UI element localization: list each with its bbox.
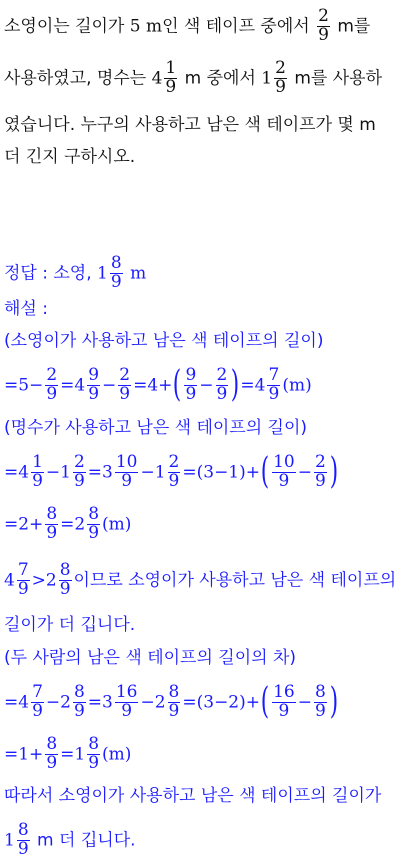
- fraction: [31, 684, 44, 721]
- denominator: 9: [119, 383, 131, 404]
- problem-length: 5 m: [129, 16, 163, 37]
- denominator: 9: [121, 470, 133, 491]
- fraction: [118, 367, 131, 404]
- numerator: 8: [59, 560, 71, 580]
- fraction: [115, 684, 139, 721]
- denominator: 9: [278, 470, 290, 491]
- numerator: 16: [115, 682, 138, 702]
- denominator: 9: [314, 470, 326, 491]
- problem-text: m를: [331, 16, 371, 37]
- denominator: 9: [314, 700, 326, 721]
- equation-2: [4, 451, 339, 493]
- denominator: 9: [73, 470, 85, 491]
- eq-text: −: [199, 375, 214, 396]
- numerator: 8: [88, 734, 100, 754]
- eq-text: −1: [140, 462, 166, 483]
- denominator: 9: [46, 522, 58, 543]
- eq-text: =2+: [4, 514, 44, 535]
- fraction: [216, 367, 229, 404]
- numerator: 2: [275, 58, 286, 78]
- numerator: 8: [17, 820, 29, 840]
- numerator: 2: [119, 365, 131, 385]
- numerator: 9: [185, 365, 197, 385]
- numerator: 8: [168, 682, 180, 702]
- eq-text: =5−: [4, 375, 44, 396]
- eq-text: =4+: [133, 375, 173, 396]
- problem-line-3: 였습니다. 누구의 사용하고 남은 색 테이프가 몇 m: [4, 115, 376, 135]
- denominator: 9: [88, 752, 100, 773]
- final-line-2: [4, 822, 136, 859]
- eq-text: =1+: [4, 744, 44, 765]
- eq-text: −2: [140, 692, 166, 713]
- fraction: [87, 367, 100, 404]
- denominator: 9: [185, 383, 197, 404]
- eq-text: =(3−1)+: [182, 462, 261, 483]
- numerator: 10: [115, 452, 138, 472]
- numerator: 7: [17, 560, 29, 580]
- fraction: [164, 60, 177, 97]
- denominator: 9: [59, 578, 71, 599]
- equation-5: [4, 736, 131, 773]
- equation-1: [4, 364, 312, 406]
- fraction: [267, 367, 280, 404]
- eq-text: =2: [60, 514, 86, 535]
- fraction: [45, 367, 58, 404]
- solution-step-3: (두 사람의 남은 색 테이프의 길이의 차): [4, 648, 297, 668]
- comparison-line: [4, 562, 396, 599]
- eq-text: =(3−2)+: [182, 692, 261, 713]
- fraction: [314, 454, 327, 491]
- eq-text: (m): [102, 514, 132, 535]
- answer-label: 정답 : 소영,: [4, 263, 98, 284]
- answer-line: [4, 255, 146, 292]
- fraction: [73, 454, 86, 491]
- fraction: [274, 60, 287, 97]
- fraction: [272, 454, 296, 491]
- denominator: 9: [110, 271, 122, 292]
- problem-text: m 중에서: [179, 68, 262, 89]
- fraction: [73, 684, 86, 721]
- problem-text: 사용하였고, 명수는: [4, 68, 152, 89]
- numerator: 8: [110, 253, 122, 273]
- numerator: 8: [88, 504, 100, 524]
- denominator: 9: [32, 700, 43, 721]
- eq-text: (m): [102, 744, 132, 765]
- left-paren: (: [173, 364, 182, 406]
- eq-text: −2: [45, 692, 71, 713]
- eq-text: (m): [282, 375, 312, 396]
- problem-text: 인 색 테이프 중에서: [162, 16, 316, 37]
- comparison-text: 이므로 소영이가 사용하고 남은 색 테이프의: [73, 570, 397, 591]
- denominator: 9: [46, 383, 58, 404]
- numerator: 1: [32, 452, 43, 472]
- denominator: 9: [278, 700, 290, 721]
- solution-step-2: (명수가 사용하고 남은 색 테이프의 길이): [4, 418, 308, 438]
- final-text: m 더 깁니다.: [31, 830, 136, 851]
- denominator: 9: [17, 578, 29, 599]
- whole-number: 1: [97, 263, 108, 284]
- numerator: 1: [165, 58, 177, 78]
- denominator: 9: [168, 700, 180, 721]
- denominator: 9: [318, 24, 329, 45]
- solution-step-1: (소영이가 사용하고 남은 색 테이프의 길이): [4, 331, 324, 351]
- eq-text: =4: [4, 692, 30, 713]
- eq-text: −1: [45, 462, 71, 483]
- denominator: 9: [165, 76, 177, 97]
- whole-number: 1: [4, 830, 15, 851]
- numerator: 2: [46, 365, 58, 385]
- fraction: [168, 454, 181, 491]
- eq-text: =4: [240, 375, 266, 396]
- equation-4: [4, 681, 339, 723]
- fraction: [317, 8, 330, 45]
- fraction: [59, 562, 72, 599]
- numerator: 8: [73, 682, 85, 702]
- whole-number: 4: [4, 570, 15, 591]
- denominator: 9: [88, 522, 100, 543]
- problem-line-4: 더 긴지 구하시오.: [4, 147, 136, 167]
- eq-text: =3: [87, 692, 113, 713]
- eq-text: −: [297, 462, 312, 483]
- eq-text: −: [297, 692, 312, 713]
- right-paren: ): [329, 451, 339, 493]
- problem-line-2: [4, 60, 382, 97]
- numerator: 8: [314, 682, 326, 702]
- equation-3: [4, 506, 131, 543]
- eq-text: =4: [60, 375, 86, 396]
- numerator: 2: [318, 6, 329, 26]
- fraction: [184, 367, 197, 404]
- numerator: 7: [32, 682, 43, 702]
- right-paren: ): [231, 364, 240, 406]
- denominator: 9: [88, 383, 100, 404]
- final-line-1: 따라서 소영이가 사용하고 남은 색 테이프의 길이가: [4, 786, 382, 806]
- eq-text: =1: [60, 744, 86, 765]
- denominator: 9: [46, 752, 58, 773]
- numerator: 16: [273, 682, 295, 702]
- problem-line-1: [4, 8, 370, 45]
- fraction: [17, 822, 30, 859]
- left-paren: (: [260, 451, 270, 493]
- fraction: [110, 255, 123, 292]
- denominator: 9: [275, 76, 286, 97]
- numerator: 9: [88, 365, 100, 385]
- whole-number: 4: [151, 68, 163, 89]
- solution-label: 해설 :: [4, 299, 48, 319]
- fraction: [168, 684, 181, 721]
- fraction: [272, 684, 296, 721]
- fraction: [31, 454, 44, 491]
- denominator: 9: [121, 700, 133, 721]
- eq-text: =3: [87, 462, 113, 483]
- denominator: 9: [73, 700, 85, 721]
- eq-text: −: [102, 375, 117, 396]
- numerator: 2: [168, 452, 180, 472]
- right-paren: ): [329, 681, 339, 723]
- numerator: 10: [273, 452, 295, 472]
- numerator: 8: [46, 734, 58, 754]
- denominator: 9: [17, 838, 29, 859]
- eq-text: >2: [31, 570, 57, 591]
- eq-text: =4: [4, 462, 30, 483]
- problem-text: 소영이는 길이가: [4, 16, 130, 37]
- denominator: 9: [268, 383, 280, 404]
- numerator: 2: [73, 452, 85, 472]
- fraction: [17, 562, 30, 599]
- comparison-line-2: 길이가 더 깁니다.: [4, 615, 136, 635]
- fraction: [87, 506, 100, 543]
- numerator: 2: [216, 365, 228, 385]
- fraction: [87, 736, 100, 773]
- denominator: 9: [168, 470, 180, 491]
- numerator: 7: [268, 365, 280, 385]
- numerator: 8: [46, 504, 58, 524]
- fraction: [115, 454, 139, 491]
- fraction: [45, 736, 58, 773]
- left-paren: (: [260, 681, 270, 723]
- denominator: 9: [216, 383, 228, 404]
- whole-number: 1: [261, 68, 273, 89]
- fraction: [45, 506, 58, 543]
- problem-text: m를 사용하: [288, 68, 383, 89]
- unit: m: [124, 263, 147, 284]
- fraction: [314, 684, 327, 721]
- denominator: 9: [32, 470, 43, 491]
- numerator: 2: [314, 452, 326, 472]
